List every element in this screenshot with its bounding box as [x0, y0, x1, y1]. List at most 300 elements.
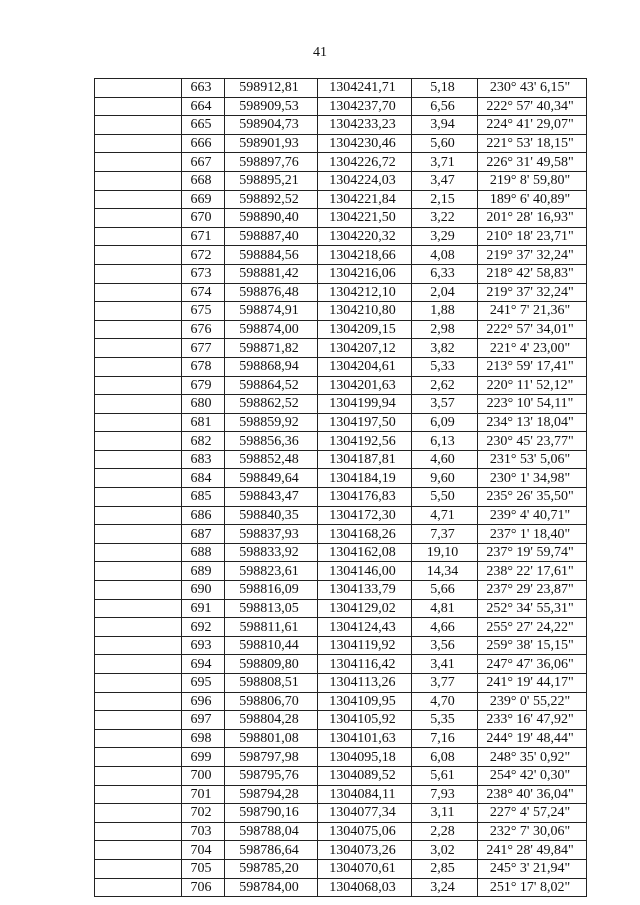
point-number-cell: 700 [182, 766, 225, 785]
point-number-cell: 673 [182, 264, 225, 283]
coord-x-cell: 598859,92 [225, 413, 318, 432]
table-row [95, 822, 587, 841]
coord-x-cell: 598881,42 [225, 264, 318, 283]
bearing-cell: 226° 31' 49,58" [478, 153, 587, 172]
blank-cell [95, 246, 182, 265]
blank-cell [95, 134, 182, 153]
length-cell: 5,61 [412, 766, 478, 785]
point-number-cell: 686 [182, 506, 225, 525]
coord-y-cell: 1304129,02 [318, 599, 412, 618]
coord-y-cell: 1304207,12 [318, 339, 412, 358]
blank-cell [95, 469, 182, 488]
point-number-cell: 692 [182, 618, 225, 637]
table-row [95, 618, 587, 637]
bearing-cell: 223° 10' 54,11" [478, 395, 587, 414]
table-row [95, 785, 587, 804]
table-row [95, 357, 587, 376]
coord-y-cell: 1304116,42 [318, 655, 412, 674]
point-number-cell: 680 [182, 395, 225, 414]
point-number-cell: 699 [182, 748, 225, 767]
bearing-cell: 244° 19' 48,44" [478, 729, 587, 748]
blank-cell [95, 227, 182, 246]
coord-y-cell: 1304075,06 [318, 822, 412, 841]
point-number-cell: 664 [182, 97, 225, 116]
coord-y-cell: 1304119,92 [318, 636, 412, 655]
bearing-cell: 231° 53' 5,06" [478, 450, 587, 469]
length-cell: 5,50 [412, 488, 478, 507]
length-cell: 14,34 [412, 562, 478, 581]
coord-y-cell: 1304172,30 [318, 506, 412, 525]
blank-cell [95, 153, 182, 172]
table-row [95, 636, 587, 655]
point-number-cell: 704 [182, 841, 225, 860]
bearing-cell: 230° 45' 23,77" [478, 432, 587, 451]
length-cell: 2,85 [412, 859, 478, 878]
coordinates-table [94, 78, 587, 897]
length-cell: 6,56 [412, 97, 478, 116]
coord-y-cell: 1304233,23 [318, 116, 412, 135]
blank-cell [95, 525, 182, 544]
coord-x-cell: 598795,76 [225, 766, 318, 785]
coord-y-cell: 1304226,72 [318, 153, 412, 172]
bearing-cell: 230° 43' 6,15" [478, 79, 587, 98]
length-cell: 3,77 [412, 674, 478, 693]
coord-x-cell: 598810,44 [225, 636, 318, 655]
bearing-cell: 213° 59' 17,41" [478, 357, 587, 376]
bearing-cell: 227° 4' 57,24" [478, 804, 587, 823]
bearing-cell: 247° 47' 36,06" [478, 655, 587, 674]
coord-x-cell: 598811,61 [225, 618, 318, 637]
bearing-cell: 248° 35' 0,92" [478, 748, 587, 767]
blank-cell [95, 506, 182, 525]
blank-cell [95, 729, 182, 748]
coord-x-cell: 598784,00 [225, 878, 318, 897]
table-row [95, 766, 587, 785]
length-cell: 4,71 [412, 506, 478, 525]
length-cell: 5,18 [412, 79, 478, 98]
bearing-cell: 219° 37' 32,24" [478, 246, 587, 265]
coord-x-cell: 598890,40 [225, 209, 318, 228]
table-row [95, 450, 587, 469]
point-number-cell: 702 [182, 804, 225, 823]
point-number-cell: 678 [182, 357, 225, 376]
length-cell: 4,60 [412, 450, 478, 469]
blank-cell [95, 655, 182, 674]
coord-y-cell: 1304073,26 [318, 841, 412, 860]
point-number-cell: 677 [182, 339, 225, 358]
coord-x-cell: 598874,00 [225, 320, 318, 339]
length-cell: 2,04 [412, 283, 478, 302]
blank-cell [95, 116, 182, 135]
coord-x-cell: 598912,81 [225, 79, 318, 98]
bearing-cell: 241° 28' 49,84" [478, 841, 587, 860]
coord-x-cell: 598823,61 [225, 562, 318, 581]
point-number-cell: 685 [182, 488, 225, 507]
coord-x-cell: 598909,53 [225, 97, 318, 116]
page-number: 41 [313, 45, 327, 60]
coord-y-cell: 1304168,26 [318, 525, 412, 544]
coord-y-cell: 1304162,08 [318, 543, 412, 562]
coord-y-cell: 1304146,00 [318, 562, 412, 581]
point-number-cell: 705 [182, 859, 225, 878]
length-cell: 7,93 [412, 785, 478, 804]
coord-y-cell: 1304095,18 [318, 748, 412, 767]
coord-x-cell: 598874,91 [225, 302, 318, 321]
length-cell: 3,29 [412, 227, 478, 246]
length-cell: 3,41 [412, 655, 478, 674]
table-row [95, 116, 587, 135]
coord-y-cell: 1304201,63 [318, 376, 412, 395]
coord-y-cell: 1304176,83 [318, 488, 412, 507]
length-cell: 6,08 [412, 748, 478, 767]
bearing-cell: 235° 26' 35,50" [478, 488, 587, 507]
length-cell: 2,28 [412, 822, 478, 841]
blank-cell [95, 785, 182, 804]
point-number-cell: 672 [182, 246, 225, 265]
point-number-cell: 701 [182, 785, 225, 804]
blank-cell [95, 581, 182, 600]
coord-y-cell: 1304113,26 [318, 674, 412, 693]
blank-cell [95, 97, 182, 116]
blank-cell [95, 711, 182, 730]
length-cell: 9,60 [412, 469, 478, 488]
coord-y-cell: 1304221,84 [318, 190, 412, 209]
bearing-cell: 222° 57' 34,01" [478, 320, 587, 339]
coord-y-cell: 1304220,32 [318, 227, 412, 246]
table-row [95, 599, 587, 618]
coord-x-cell: 598797,98 [225, 748, 318, 767]
coord-x-cell: 598871,82 [225, 339, 318, 358]
blank-cell [95, 320, 182, 339]
blank-cell [95, 543, 182, 562]
table-row [95, 655, 587, 674]
bearing-cell: 210° 18' 23,71" [478, 227, 587, 246]
blank-cell [95, 450, 182, 469]
table-row [95, 320, 587, 339]
coord-y-cell: 1304124,43 [318, 618, 412, 637]
table-row [95, 190, 587, 209]
coord-x-cell: 598892,52 [225, 190, 318, 209]
coord-x-cell: 598884,56 [225, 246, 318, 265]
coord-y-cell: 1304197,50 [318, 413, 412, 432]
point-number-cell: 690 [182, 581, 225, 600]
length-cell: 5,33 [412, 357, 478, 376]
point-number-cell: 681 [182, 413, 225, 432]
coord-x-cell: 598862,52 [225, 395, 318, 414]
point-number-cell: 691 [182, 599, 225, 618]
table-row [95, 413, 587, 432]
coord-x-cell: 598849,64 [225, 469, 318, 488]
blank-cell [95, 264, 182, 283]
point-number-cell: 671 [182, 227, 225, 246]
table-row [95, 153, 587, 172]
length-cell: 3,02 [412, 841, 478, 860]
length-cell: 4,66 [412, 618, 478, 637]
blank-cell [95, 432, 182, 451]
length-cell: 3,71 [412, 153, 478, 172]
coord-y-cell: 1304109,95 [318, 692, 412, 711]
coord-y-cell: 1304068,03 [318, 878, 412, 897]
coord-x-cell: 598804,28 [225, 711, 318, 730]
point-number-cell: 689 [182, 562, 225, 581]
coord-y-cell: 1304089,52 [318, 766, 412, 785]
bearing-cell: 238° 22' 17,61" [478, 562, 587, 581]
bearing-cell: 219° 8' 59,80" [478, 171, 587, 190]
bearing-cell: 234° 13' 18,04" [478, 413, 587, 432]
coord-y-cell: 1304199,94 [318, 395, 412, 414]
bearing-cell: 189° 6' 40,89" [478, 190, 587, 209]
coord-x-cell: 598788,04 [225, 822, 318, 841]
point-number-cell: 668 [182, 171, 225, 190]
point-number-cell: 696 [182, 692, 225, 711]
length-cell: 3,94 [412, 116, 478, 135]
bearing-cell: 245° 3' 21,94" [478, 859, 587, 878]
coord-x-cell: 598840,35 [225, 506, 318, 525]
table-row [95, 543, 587, 562]
coord-y-cell: 1304133,79 [318, 581, 412, 600]
blank-cell [95, 822, 182, 841]
coord-y-cell: 1304105,92 [318, 711, 412, 730]
bearing-cell: 218° 42' 58,83" [478, 264, 587, 283]
table-row [95, 97, 587, 116]
length-cell: 7,16 [412, 729, 478, 748]
bearing-cell: 224° 41' 29,07" [478, 116, 587, 135]
point-number-cell: 682 [182, 432, 225, 451]
bearing-cell: 252° 34' 55,31" [478, 599, 587, 618]
length-cell: 6,33 [412, 264, 478, 283]
point-number-cell: 663 [182, 79, 225, 98]
table-row [95, 878, 587, 897]
bearing-cell: 233° 16' 47,92" [478, 711, 587, 730]
bearing-cell: 241° 19' 44,17" [478, 674, 587, 693]
point-number-cell: 679 [182, 376, 225, 395]
blank-cell [95, 488, 182, 507]
point-number-cell: 706 [182, 878, 225, 897]
coord-x-cell: 598808,51 [225, 674, 318, 693]
coord-y-cell: 1304224,03 [318, 171, 412, 190]
table-row [95, 432, 587, 451]
blank-cell [95, 562, 182, 581]
bearing-cell: 259° 38' 15,15" [478, 636, 587, 655]
table-row [95, 859, 587, 878]
coord-y-cell: 1304204,61 [318, 357, 412, 376]
length-cell: 3,24 [412, 878, 478, 897]
blank-cell [95, 692, 182, 711]
bearing-cell: 251° 17' 8,02" [478, 878, 587, 897]
coord-y-cell: 1304070,61 [318, 859, 412, 878]
point-number-cell: 670 [182, 209, 225, 228]
point-number-cell: 674 [182, 283, 225, 302]
blank-cell [95, 376, 182, 395]
coord-x-cell: 598897,76 [225, 153, 318, 172]
blank-cell [95, 766, 182, 785]
point-number-cell: 665 [182, 116, 225, 135]
coord-x-cell: 598833,92 [225, 543, 318, 562]
coord-x-cell: 598786,64 [225, 841, 318, 860]
length-cell: 1,88 [412, 302, 478, 321]
length-cell: 4,08 [412, 246, 478, 265]
coord-y-cell: 1304101,63 [318, 729, 412, 748]
blank-cell [95, 79, 182, 98]
point-number-cell: 669 [182, 190, 225, 209]
coord-y-cell: 1304209,15 [318, 320, 412, 339]
table-row [95, 562, 587, 581]
blank-cell [95, 283, 182, 302]
coord-x-cell: 598904,73 [225, 116, 318, 135]
coord-x-cell: 598876,48 [225, 283, 318, 302]
table-row [95, 339, 587, 358]
bearing-cell: 222° 57' 40,34" [478, 97, 587, 116]
length-cell: 3,56 [412, 636, 478, 655]
point-number-cell: 693 [182, 636, 225, 655]
length-cell: 5,60 [412, 134, 478, 153]
coord-y-cell: 1304237,70 [318, 97, 412, 116]
coord-x-cell: 598790,16 [225, 804, 318, 823]
coord-y-cell: 1304212,10 [318, 283, 412, 302]
coord-x-cell: 598856,36 [225, 432, 318, 451]
table-row [95, 692, 587, 711]
bearing-cell: 239° 4' 40,71" [478, 506, 587, 525]
coord-x-cell: 598895,21 [225, 171, 318, 190]
coord-x-cell: 598852,48 [225, 450, 318, 469]
table-row [95, 283, 587, 302]
blank-cell [95, 674, 182, 693]
coord-y-cell: 1304192,56 [318, 432, 412, 451]
coord-y-cell: 1304077,34 [318, 804, 412, 823]
blank-cell [95, 190, 182, 209]
table-row [95, 729, 587, 748]
table-row [95, 711, 587, 730]
table-row [95, 246, 587, 265]
bearing-cell: 221° 53' 18,15" [478, 134, 587, 153]
coord-x-cell: 598864,52 [225, 376, 318, 395]
coord-x-cell: 598868,94 [225, 357, 318, 376]
coord-x-cell: 598801,08 [225, 729, 318, 748]
point-number-cell: 683 [182, 450, 225, 469]
table-row [95, 302, 587, 321]
bearing-cell: 230° 1' 34,98" [478, 469, 587, 488]
bearing-cell: 238° 40' 36,04" [478, 785, 587, 804]
point-number-cell: 687 [182, 525, 225, 544]
table-row [95, 79, 587, 98]
coord-y-cell: 1304218,66 [318, 246, 412, 265]
table-row [95, 227, 587, 246]
table-row [95, 674, 587, 693]
blank-cell [95, 302, 182, 321]
coord-x-cell: 598816,09 [225, 581, 318, 600]
length-cell: 6,09 [412, 413, 478, 432]
table-row [95, 376, 587, 395]
length-cell: 7,37 [412, 525, 478, 544]
blank-cell [95, 859, 182, 878]
length-cell: 3,22 [412, 209, 478, 228]
bearing-cell: 254° 42' 0,30" [478, 766, 587, 785]
blank-cell [95, 878, 182, 897]
table-row [95, 841, 587, 860]
point-number-cell: 666 [182, 134, 225, 153]
bearing-cell: 221° 4' 23,00" [478, 339, 587, 358]
blank-cell [95, 209, 182, 228]
bearing-cell: 220° 11' 52,12" [478, 376, 587, 395]
blank-cell [95, 395, 182, 414]
length-cell: 19,10 [412, 543, 478, 562]
point-number-cell: 676 [182, 320, 225, 339]
length-cell: 2,15 [412, 190, 478, 209]
blank-cell [95, 618, 182, 637]
table-row [95, 209, 587, 228]
point-number-cell: 697 [182, 711, 225, 730]
blank-cell [95, 413, 182, 432]
coord-x-cell: 598794,28 [225, 785, 318, 804]
point-number-cell: 667 [182, 153, 225, 172]
length-cell: 6,13 [412, 432, 478, 451]
coord-y-cell: 1304187,81 [318, 450, 412, 469]
blank-cell [95, 171, 182, 190]
coord-y-cell: 1304216,06 [318, 264, 412, 283]
coord-x-cell: 598843,47 [225, 488, 318, 507]
point-number-cell: 703 [182, 822, 225, 841]
bearing-cell: 237° 19' 59,74" [478, 543, 587, 562]
coord-x-cell: 598901,93 [225, 134, 318, 153]
table-row [95, 395, 587, 414]
bearing-cell: 219° 37' 32,24" [478, 283, 587, 302]
coord-x-cell: 598809,80 [225, 655, 318, 674]
coord-y-cell: 1304084,11 [318, 785, 412, 804]
blank-cell [95, 357, 182, 376]
length-cell: 4,70 [412, 692, 478, 711]
coord-y-cell: 1304184,19 [318, 469, 412, 488]
length-cell: 3,57 [412, 395, 478, 414]
blank-cell [95, 841, 182, 860]
length-cell: 2,62 [412, 376, 478, 395]
bearing-cell: 241° 7' 21,36" [478, 302, 587, 321]
point-number-cell: 694 [182, 655, 225, 674]
coord-x-cell: 598813,05 [225, 599, 318, 618]
point-number-cell: 695 [182, 674, 225, 693]
blank-cell [95, 339, 182, 358]
coord-y-cell: 1304221,50 [318, 209, 412, 228]
table-row [95, 525, 587, 544]
table-row [95, 469, 587, 488]
blank-cell [95, 599, 182, 618]
table-row [95, 488, 587, 507]
table-row [95, 748, 587, 767]
coord-x-cell: 598785,20 [225, 859, 318, 878]
length-cell: 4,81 [412, 599, 478, 618]
bearing-cell: 237° 1' 18,40" [478, 525, 587, 544]
point-number-cell: 688 [182, 543, 225, 562]
coord-x-cell: 598837,93 [225, 525, 318, 544]
blank-cell [95, 804, 182, 823]
table-row [95, 506, 587, 525]
table-row [95, 134, 587, 153]
point-number-cell: 698 [182, 729, 225, 748]
length-cell: 5,66 [412, 581, 478, 600]
point-number-cell: 684 [182, 469, 225, 488]
length-cell: 5,35 [412, 711, 478, 730]
coord-y-cell: 1304230,46 [318, 134, 412, 153]
bearing-cell: 232° 7' 30,06" [478, 822, 587, 841]
length-cell: 3,47 [412, 171, 478, 190]
blank-cell [95, 636, 182, 655]
blank-cell [95, 748, 182, 767]
point-number-cell: 675 [182, 302, 225, 321]
bearing-cell: 237° 29' 23,87" [478, 581, 587, 600]
bearing-cell: 255° 27' 24,22" [478, 618, 587, 637]
length-cell: 2,98 [412, 320, 478, 339]
table-row [95, 581, 587, 600]
length-cell: 3,82 [412, 339, 478, 358]
